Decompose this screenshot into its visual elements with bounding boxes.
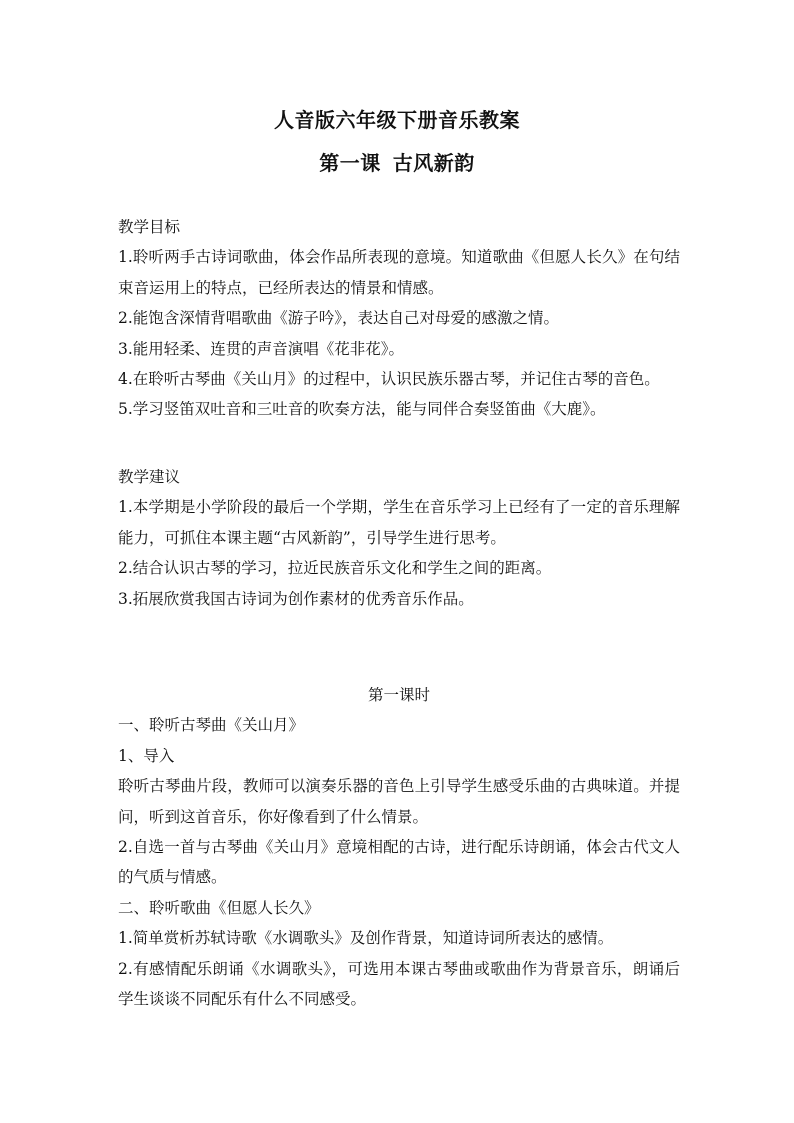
period1-heading: 第一课时	[367, 686, 430, 704]
part2-item: 1.简单赏析苏轼诗歌《水调歌头》及创作背景，知道诗词所表达的感情。	[118, 929, 614, 948]
part1-title: 一、聆听古琴曲《关山月》	[118, 716, 305, 735]
suggestions-section	[118, 462, 680, 614]
suggestion-item: 2.结合认识古琴的学习，拉近民族音乐文化和学生之间的距离。	[118, 559, 552, 578]
lesson-name: 古风新韵	[392, 151, 475, 175]
suggestion-item: 3.拓展欣赏我国古诗词为创作素材的优秀音乐作品。	[118, 589, 474, 608]
period1-section	[118, 680, 680, 1014]
part2-item: 2.有感情配乐朗诵《水调歌头》，可选用本课古琴曲或歌曲作为背景音乐，朗诵后学生谈谈不同配乐有什么不同感受。	[118, 959, 680, 1009]
objective-item: 3.能用轻柔、连贯的声音演唱《花非花》。	[118, 339, 405, 358]
objective-item: 1.聆听两手古诗词歌曲，体会作品所表现的意境。知道歌曲《但愿人长久》在句结束音运用上的特点，已经所表达的情景和情感。	[118, 248, 680, 297]
suggestions-heading: 教学建议	[118, 468, 181, 486]
objective-item: 2.能饱含深情背唱歌曲《游子吟》，表达自己对母爱的感激之情。	[118, 309, 560, 328]
lesson-label: 第一课	[319, 151, 381, 175]
step1-title: 1、导入	[118, 746, 175, 765]
objectives-heading: 教学目标	[118, 218, 181, 236]
step2-text: 2.自选一首与古琴曲《关山月》意境相配的古诗，进行配乐诗朗诵，体会古代文人的气质与情感。	[118, 838, 680, 887]
document-title: 人音版六年级下册音乐教案	[274, 108, 520, 132]
step1-text: 聆听古琴曲片段，教师可以演奏乐器的音色上引导学生感受乐曲的古典味道。并提问，听到这首音乐，你好像看到了什么情景。	[118, 777, 680, 826]
objectives-section	[118, 212, 680, 425]
lesson-title	[0, 147, 794, 176]
part2-title: 二、聆听歌曲《但愿人长久》	[118, 898, 320, 917]
objective-item: 5.学习竖笛双吐音和三吐音的吹奏方法，能与同伴合奏竖笛曲《大鹿》。	[118, 400, 606, 419]
objective-item: 4.在聆听古琴曲《关山月》的过程中，认识民族乐器古琴，并记住古琴的音色。	[118, 370, 660, 389]
suggestion-item: 1.本学期是小学阶段的最后一个学期，学生在音乐学习上已经有了一定的音乐理解能力，可抓住本课主题“古风新韵”，引导学生进行思考。	[118, 498, 680, 547]
